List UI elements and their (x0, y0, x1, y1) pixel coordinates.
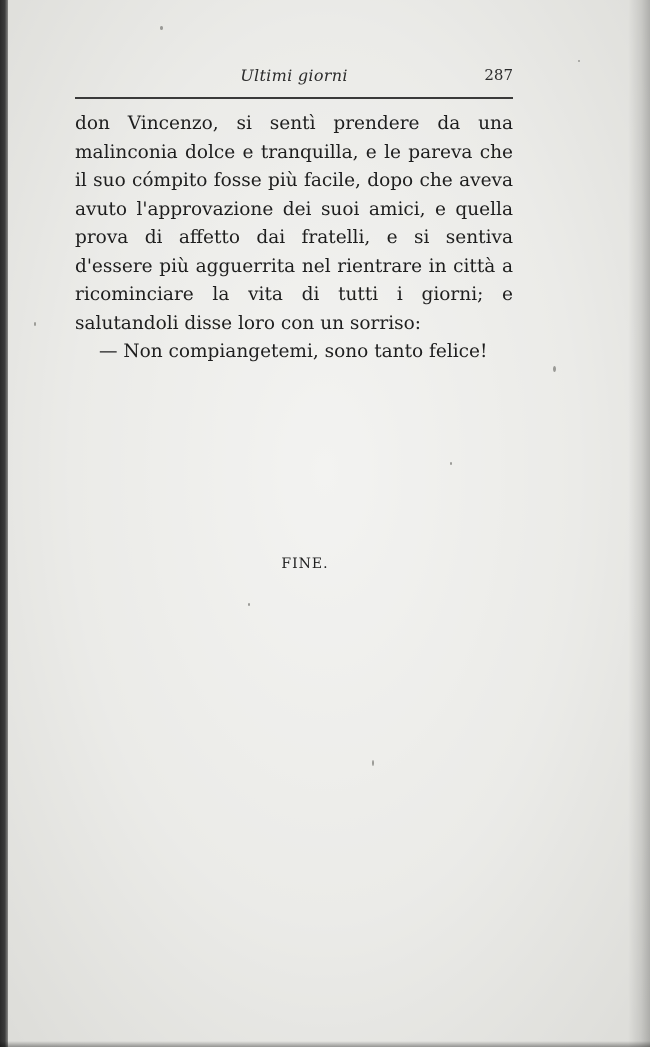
dialogue-line: — Non compiangetemi, sono tanto felice! (99, 341, 488, 362)
paper-speck (450, 462, 452, 465)
page-edge-shadow (628, 0, 650, 1047)
paper-speck (34, 322, 36, 326)
page-bottom-edge (0, 1041, 650, 1047)
paper-speck (553, 366, 556, 372)
end-mark: FINE. (281, 556, 329, 572)
page-number: 287 (484, 66, 513, 84)
binding-edge (0, 0, 8, 1047)
paper-speck (160, 26, 163, 30)
paper-speck (578, 60, 580, 62)
paragraph: don Vincenzo, si sentì prendere da una malinconia dolce e tranquilla, e le pareva che il suo cómpito fosse più facile, dopo che aveva avuto l'approvazione dei suoi amici, e quella prova di affetto dai fratelli, e si sentiva d'essere più agguerrita nel rientrare in città a ricominciare la vita di tutti i giorni; e salutandoli disse loro con un sorriso: (75, 113, 513, 334)
paper-speck (248, 603, 250, 606)
paper-speck (372, 760, 374, 766)
running-head (75, 66, 513, 92)
header-rule (75, 97, 513, 99)
body-text (75, 110, 513, 367)
running-title: Ultimi giorni (240, 66, 348, 85)
